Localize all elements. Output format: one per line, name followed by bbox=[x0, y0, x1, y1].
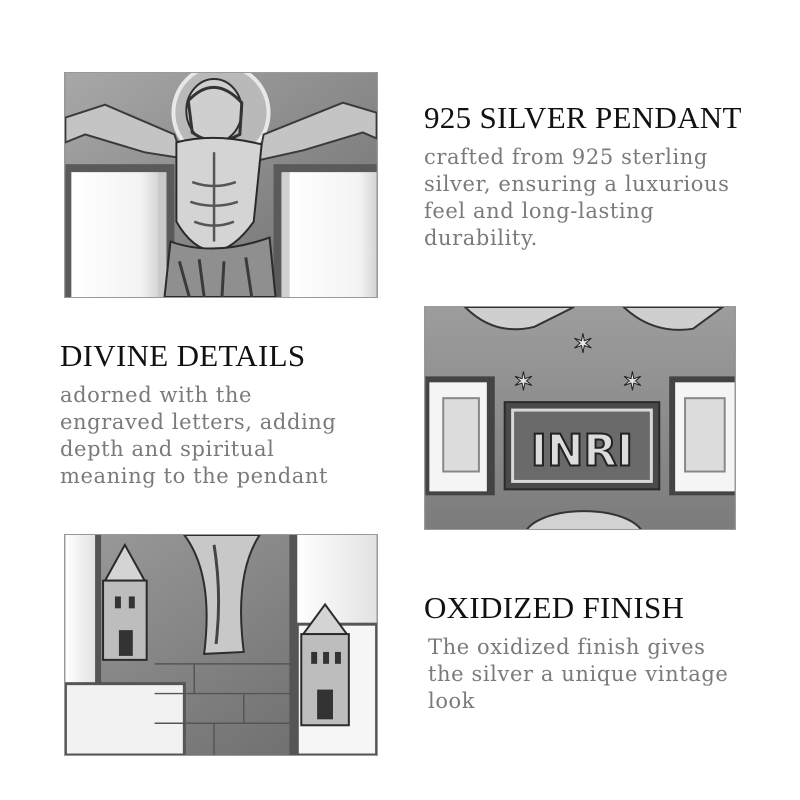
svg-text:✶: ✶ bbox=[512, 367, 535, 398]
description-line: silver, ensuring a luxurious bbox=[424, 172, 730, 196]
description-line: the silver a unique vintage bbox=[428, 662, 729, 686]
silver-pendant-description bbox=[424, 144, 730, 252]
description-line: The oxidized finish gives bbox=[428, 635, 706, 659]
svg-text:✶: ✶ bbox=[621, 367, 644, 398]
inri-inscription: INRI bbox=[530, 426, 634, 477]
crucifix-detail-image bbox=[64, 72, 378, 298]
inri-plaque-icon bbox=[425, 307, 735, 529]
description-line: depth and spiritual bbox=[60, 437, 275, 461]
divine-details-heading: DIVINE DETAILS bbox=[60, 338, 306, 373]
oxidized-finish-heading: OXIDIZED FINISH bbox=[424, 590, 685, 625]
svg-text:✶: ✶ bbox=[572, 329, 594, 360]
inscription-detail-image bbox=[424, 306, 736, 530]
description-line: durability. bbox=[424, 226, 538, 250]
silver-pendant-heading: 925 SILVER PENDANT bbox=[424, 100, 742, 135]
castle-tower-icon bbox=[65, 535, 377, 755]
divine-details-description bbox=[60, 382, 336, 490]
description-line: meaning to the pendant bbox=[60, 464, 329, 488]
description-line: engraved letters, adding bbox=[60, 410, 337, 434]
description-line: crafted from 925 sterling bbox=[424, 145, 708, 169]
oxidized-finish-description bbox=[428, 634, 728, 715]
crucifix-figure-icon bbox=[65, 73, 377, 297]
description-line: adorned with the bbox=[60, 383, 253, 407]
castle-detail-image bbox=[64, 534, 378, 756]
description-line: look bbox=[428, 689, 476, 713]
description-line: feel and long-lasting bbox=[424, 199, 655, 223]
